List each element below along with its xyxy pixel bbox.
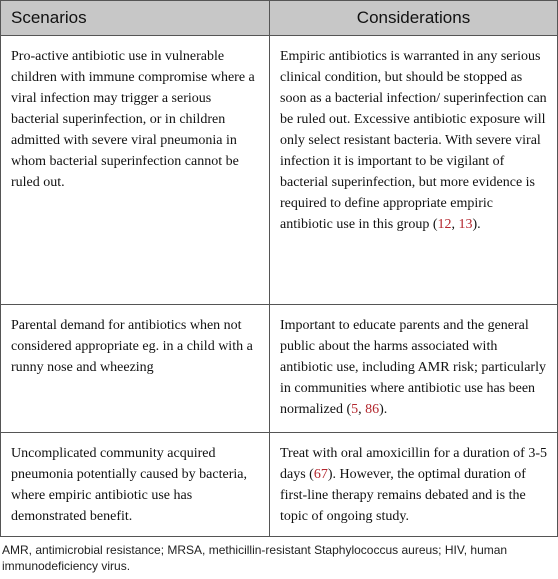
- column-header-scenarios: Scenarios: [1, 1, 270, 36]
- table-row: [1, 305, 558, 433]
- consideration-cell: [270, 433, 558, 537]
- table-row: [1, 36, 558, 305]
- reference-link[interactable]: 12: [437, 217, 452, 232]
- reference-link[interactable]: 5: [351, 402, 359, 417]
- table-row: [1, 433, 558, 537]
- consideration-cell: [270, 305, 558, 433]
- scenario-cell: Pro-active antibiotic use in vulnerable children with immune compromise where a viral infection may trigger a serious bacterial superinfection, or in children admitted with severe viral pneumonia in whom bacterial superinfection cannot be ruled out.: [1, 36, 270, 305]
- reference-link[interactable]: 86: [365, 402, 380, 417]
- reference-link[interactable]: 13: [458, 217, 473, 232]
- consideration-tail: ). However, the optimal duration of first-line therapy remains debated and is the topic of ongoing study.: [280, 467, 526, 524]
- consideration-cell: [270, 36, 558, 305]
- reference-link[interactable]: 67: [313, 467, 328, 482]
- consideration-tail: ).: [472, 217, 481, 232]
- scenario-cell: Parental demand for antibiotics when not considered appropriate eg. in a child with a runny nose and wheezing: [1, 305, 270, 433]
- consideration-text: Treat with oral amoxicillin for a duration of 3-5 days (: [280, 446, 547, 482]
- scenario-cell: Uncomplicated community acquired pneumonia potentially caused by bacteria, where empiric antibiotic use has demonstrated benefit.: [1, 433, 270, 537]
- ref-separator: ,: [451, 217, 459, 232]
- table-footnote: AMR, antimicrobial resistance; MRSA, methicillin-resistant Staphylococcus aureus; HIV, human immunodeficiency virus.: [2, 543, 508, 573]
- header-row: [1, 1, 558, 36]
- column-header-considerations: Considerations: [270, 1, 558, 36]
- consideration-text: Empiric antibiotics is warranted in any serious clinical condition, but should be stopped as soon as a bacterial infection/ superinfection can be ruled out. Excessive antibiotic exposure will only select resistant bacteria. With severe viral infection it is important to be vigilant of bacterial superinfection, but more evidence is required to define appropriate empiric antibiotic use in this group (: [280, 49, 547, 232]
- consideration-text: Important to educate parents and the general public about the harms associated with antibiotic use, including AMR risk; particularly in communities where antibiotic use has been normalized (: [280, 318, 546, 417]
- ref-separator: ,: [358, 402, 366, 417]
- consideration-tail: ).: [379, 402, 388, 417]
